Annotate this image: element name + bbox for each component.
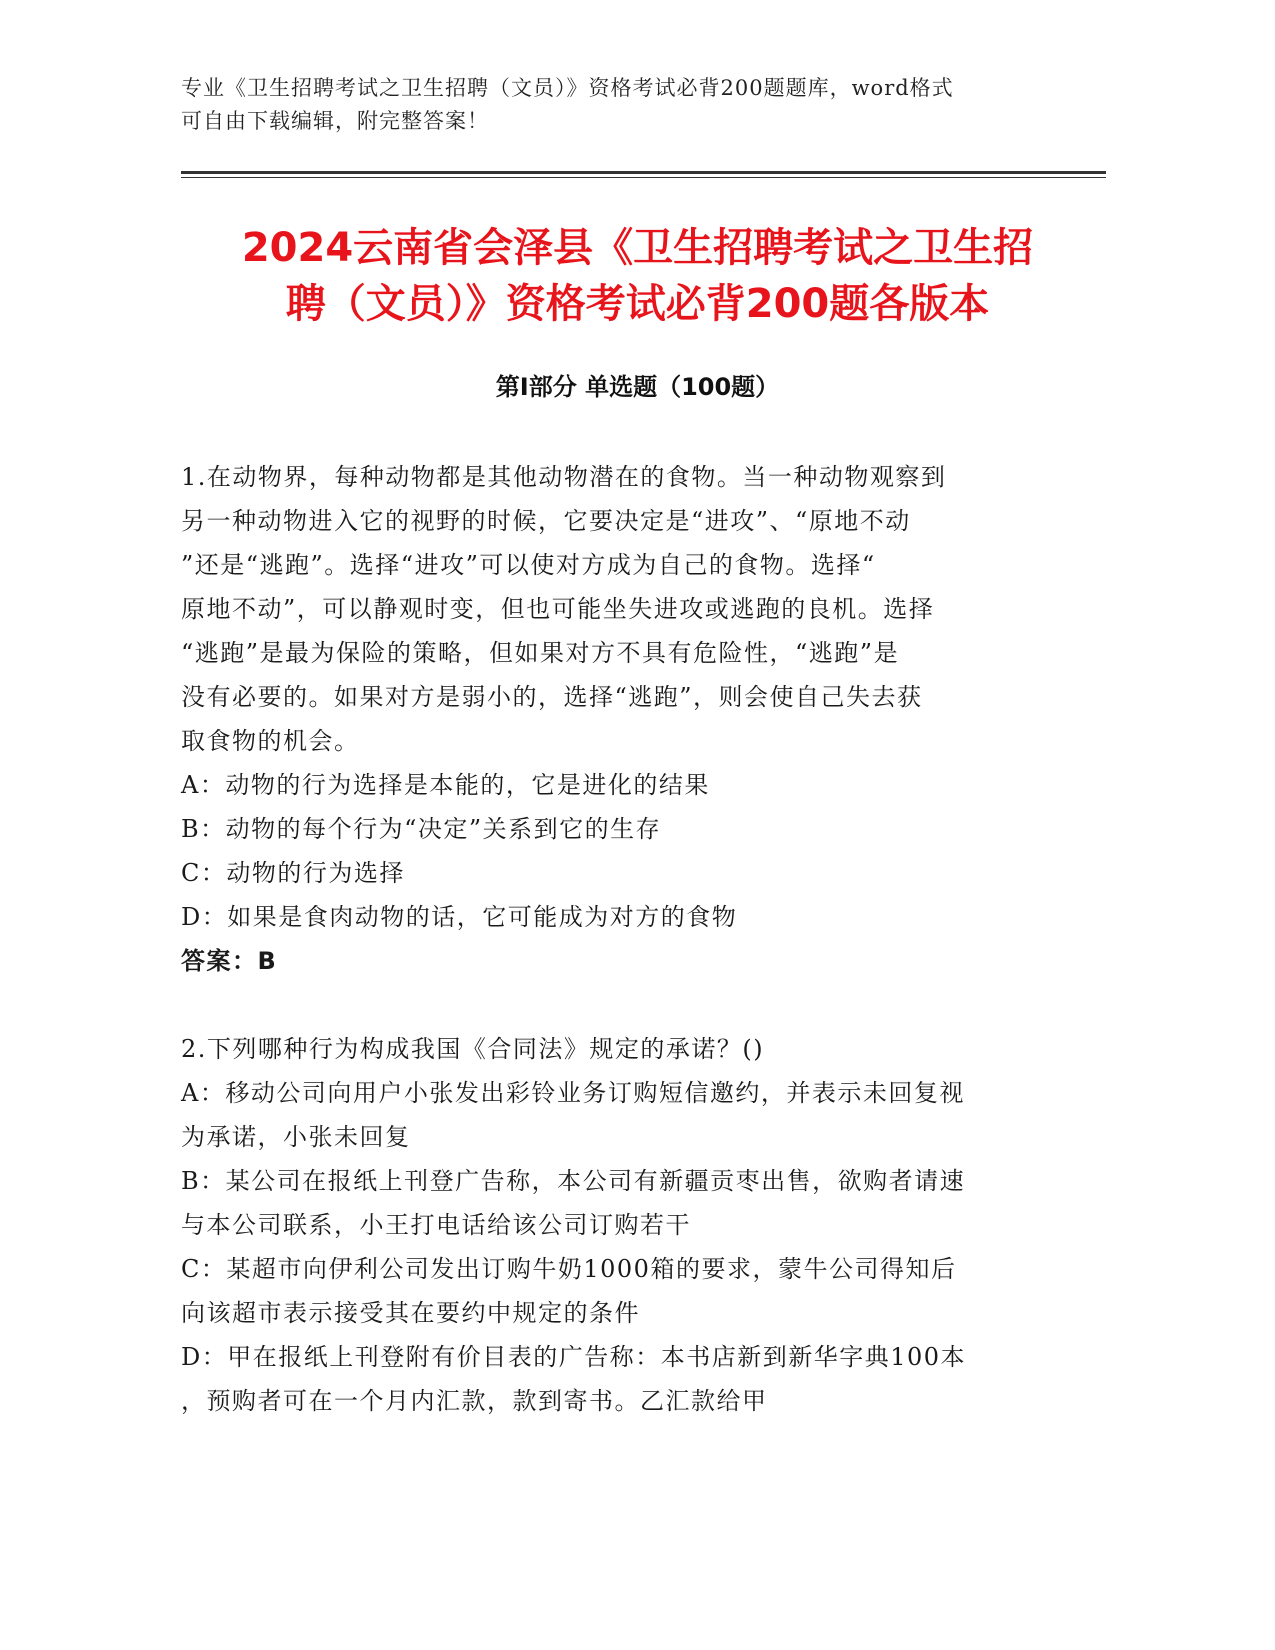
option-d-continued: ，预购者可在一个月内汇款，款到寄书。乙汇款给甲: [181, 1387, 768, 1415]
option-c: C：某超市向伊利公司发出订购牛奶1000箱的要求，蒙牛公司得知后: [181, 1255, 957, 1283]
document-title-line: 2024云南省会泽县《卫生招聘考试之卫生招: [241, 225, 1034, 271]
header-rule-thin: [181, 177, 1106, 178]
document-title-line: 聘（文员）》资格考试必背200题各版本: [285, 281, 990, 327]
question-stem-line: “逃跑”是最为保险的策略，但如果对方不具有危险性，“逃跑”是: [181, 639, 900, 667]
option-d: D：甲在报纸上刊登附有价目表的广告称：本书店新到新华字典100本: [181, 1343, 967, 1371]
question-stem-line: 另一种动物进入它的视野的时候，它要决定是“进攻”、“原地不动: [181, 507, 911, 535]
header-note: [181, 72, 1041, 138]
question-2: [181, 1027, 1041, 1423]
option-b: B：动物的每个行为“决定”关系到它的生存: [181, 815, 662, 843]
option-c-continued: 向该超市表示接受其在要约中规定的条件: [181, 1299, 640, 1327]
question-stem-line: 2.下列哪种行为构成我国《合同法》规定的承诺？(): [181, 1035, 765, 1063]
option-c: C：动物的行为选择: [181, 859, 405, 887]
option-a-continued: 为承诺，小张未回复: [181, 1123, 411, 1151]
header-note-line: 专业《卫生招聘考试之卫生招聘（文员）》资格考试必背200题题库，word格式: [181, 76, 954, 100]
question-stem-line: 1.在动物界，每种动物都是其他动物潜在的食物。当一种动物观察到: [181, 463, 947, 491]
option-b: B：某公司在报纸上刊登广告称，本公司有新疆贡枣出售，欲购者请速: [181, 1167, 966, 1195]
option-b-continued: 与本公司联系，小王打电话给该公司订购若干: [181, 1211, 691, 1239]
document-title: [160, 220, 1115, 332]
header-rule-thick: [181, 171, 1106, 174]
question-1: [181, 455, 1041, 983]
option-a: A：移动公司向用户小张发出彩铃业务订购短信邀约，并表示未回复视: [181, 1079, 965, 1107]
answer-label: 答案：B: [181, 947, 278, 975]
question-stem-line: 没有必要的。如果对方是弱小的，选择“逃跑”，则会使自己失去获: [181, 683, 923, 711]
option-a: A：动物的行为选择是本能的，它是进化的结果: [181, 771, 710, 799]
option-d: D：如果是食肉动物的话，它可能成为对方的食物: [181, 903, 738, 931]
question-stem-line: 取食物的机会。: [181, 727, 360, 755]
question-spacer: [181, 983, 1041, 1027]
question-list: [181, 455, 1041, 1423]
question-stem-line: ”还是“逃跑”。选择“进攻”可以使对方成为自己的食物。选择“: [181, 551, 876, 579]
header-note-line: 可自由下载编辑，附完整答案！: [181, 109, 489, 133]
question-stem-line: 原地不动”，可以静观时变，但也可能坐失进攻或逃跑的良机。选择: [181, 595, 935, 623]
section-title: 第Ⅰ部分 单选题（100题）: [495, 373, 780, 401]
